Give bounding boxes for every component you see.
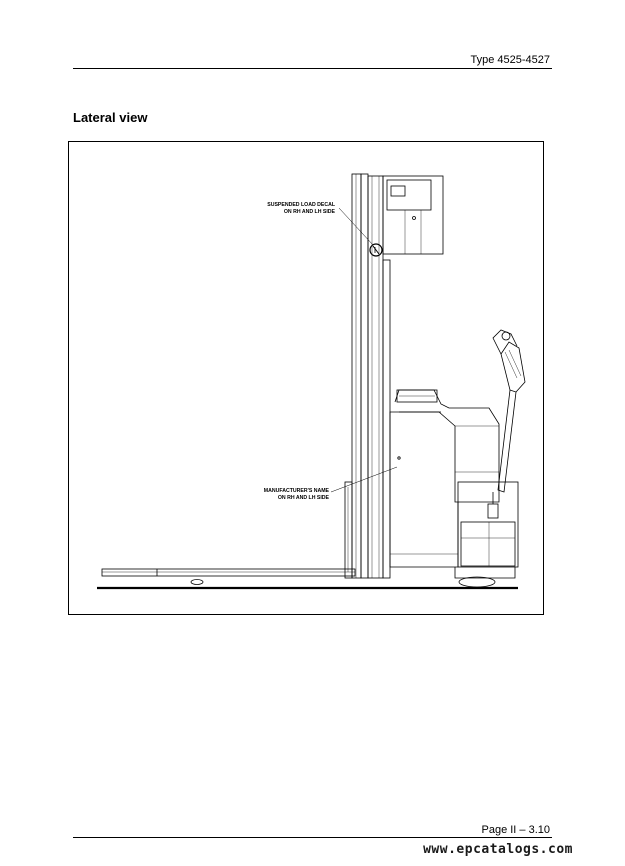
callout-manufacturer-line2: ON RH AND LH SIDE <box>277 495 329 501</box>
document-type: Type 4525-4527 <box>470 54 550 66</box>
callout-manufacturer-line1: MANUFACTURER'S NAME <box>263 488 329 494</box>
watermark-url: www.epcatalogs.com <box>423 842 573 857</box>
callout-manufacturer-name <box>264 488 330 501</box>
truck-body <box>390 390 499 567</box>
tiller-arm <box>493 330 525 492</box>
load-backrest <box>383 176 443 254</box>
callout-suspended-load-line2: ON RH AND LH SIDE <box>283 209 335 215</box>
lateral-view-figure <box>68 141 544 615</box>
header-rule <box>73 68 552 69</box>
section-title: Lateral view <box>73 110 148 125</box>
drive-unit <box>455 482 518 587</box>
callout-suspended-load-line1: SUSPENDED LOAD DECAL <box>267 202 335 208</box>
leader-line-manufacturer <box>331 467 397 492</box>
footer-rule <box>73 837 552 838</box>
callout-suspended-load <box>267 202 336 215</box>
page-number: Page II – 3.10 <box>481 824 550 836</box>
stacker-line-drawing <box>69 142 545 616</box>
forks <box>102 569 355 585</box>
